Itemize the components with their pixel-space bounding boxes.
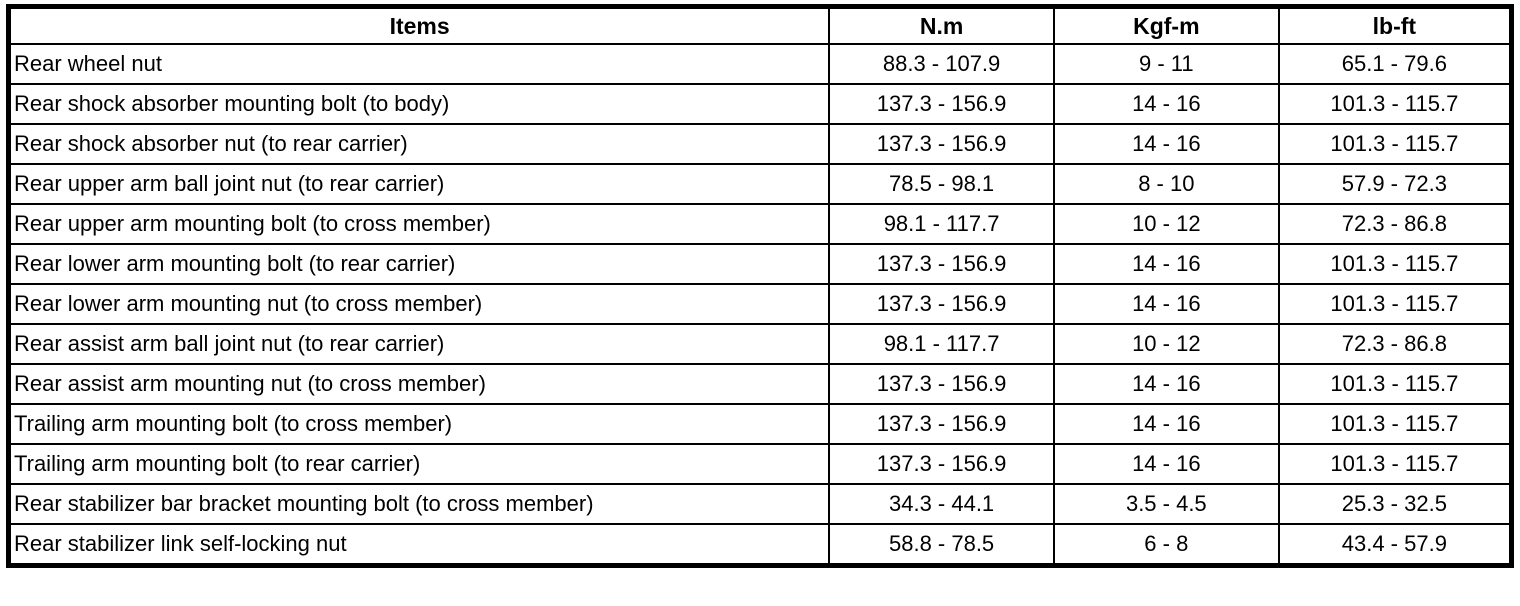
kgfm-cell: 10 - 12 (1054, 324, 1279, 364)
table-row (9, 444, 1512, 484)
kgfm-cell: 14 - 16 (1054, 124, 1279, 164)
table-row (9, 524, 1512, 566)
item-cell: Rear upper arm mounting bolt (to cross member) (9, 204, 830, 244)
torque-spec-table (6, 4, 1514, 568)
item-cell: Rear lower arm mounting bolt (to rear carrier) (9, 244, 830, 284)
kgfm-cell: 3.5 - 4.5 (1054, 484, 1279, 524)
item-cell: Rear lower arm mounting nut (to cross member) (9, 284, 830, 324)
table-row (9, 244, 1512, 284)
item-cell: Trailing arm mounting bolt (to rear carrier) (9, 444, 830, 484)
table-row (9, 404, 1512, 444)
table-row (9, 364, 1512, 404)
lbft-cell: 25.3 - 32.5 (1279, 484, 1512, 524)
item-cell: Rear wheel nut (9, 44, 830, 84)
lbft-cell: 101.3 - 115.7 (1279, 284, 1512, 324)
nm-cell: 137.3 - 156.9 (829, 244, 1054, 284)
lbft-cell: 101.3 - 115.7 (1279, 444, 1512, 484)
lbft-cell: 43.4 - 57.9 (1279, 524, 1512, 566)
item-cell: Trailing arm mounting bolt (to cross member) (9, 404, 830, 444)
table-row (9, 204, 1512, 244)
lbft-cell: 101.3 - 115.7 (1279, 84, 1512, 124)
nm-cell: 137.3 - 156.9 (829, 364, 1054, 404)
kgfm-cell: 8 - 10 (1054, 164, 1279, 204)
kgfm-cell: 14 - 16 (1054, 404, 1279, 444)
table-row (9, 484, 1512, 524)
nm-cell: 78.5 - 98.1 (829, 164, 1054, 204)
item-cell: Rear shock absorber mounting bolt (to body) (9, 84, 830, 124)
nm-cell: 88.3 - 107.9 (829, 44, 1054, 84)
nm-cell: 137.3 - 156.9 (829, 84, 1054, 124)
lbft-cell: 101.3 - 115.7 (1279, 124, 1512, 164)
nm-cell: 34.3 - 44.1 (829, 484, 1054, 524)
nm-cell: 137.3 - 156.9 (829, 444, 1054, 484)
table-body (9, 44, 1512, 566)
nm-cell: 137.3 - 156.9 (829, 124, 1054, 164)
item-cell: Rear stabilizer link self-locking nut (9, 524, 830, 566)
table-row (9, 324, 1512, 364)
item-cell: Rear shock absorber nut (to rear carrier) (9, 124, 830, 164)
table-row (9, 124, 1512, 164)
table-row (9, 44, 1512, 84)
nm-cell: 98.1 - 117.7 (829, 324, 1054, 364)
column-header-nm: N.m (829, 7, 1054, 45)
kgfm-cell: 9 - 11 (1054, 44, 1279, 84)
item-cell: Rear stabilizer bar bracket mounting bolt (to cross member) (9, 484, 830, 524)
item-cell: Rear assist arm mounting nut (to cross member) (9, 364, 830, 404)
kgfm-cell: 14 - 16 (1054, 284, 1279, 324)
kgfm-cell: 14 - 16 (1054, 84, 1279, 124)
kgfm-cell: 10 - 12 (1054, 204, 1279, 244)
kgfm-cell: 14 - 16 (1054, 244, 1279, 284)
table-row (9, 164, 1512, 204)
nm-cell: 58.8 - 78.5 (829, 524, 1054, 566)
lbft-cell: 65.1 - 79.6 (1279, 44, 1512, 84)
kgfm-cell: 14 - 16 (1054, 364, 1279, 404)
nm-cell: 98.1 - 117.7 (829, 204, 1054, 244)
kgfm-cell: 14 - 16 (1054, 444, 1279, 484)
item-cell: Rear upper arm ball joint nut (to rear carrier) (9, 164, 830, 204)
lbft-cell: 72.3 - 86.8 (1279, 204, 1512, 244)
item-cell: Rear assist arm ball joint nut (to rear carrier) (9, 324, 830, 364)
table-row (9, 284, 1512, 324)
nm-cell: 137.3 - 156.9 (829, 404, 1054, 444)
lbft-cell: 101.3 - 115.7 (1279, 364, 1512, 404)
lbft-cell: 72.3 - 86.8 (1279, 324, 1512, 364)
nm-cell: 137.3 - 156.9 (829, 284, 1054, 324)
column-header-kgfm: Kgf-m (1054, 7, 1279, 45)
lbft-cell: 101.3 - 115.7 (1279, 404, 1512, 444)
column-header-items: Items (9, 7, 830, 45)
lbft-cell: 101.3 - 115.7 (1279, 244, 1512, 284)
kgfm-cell: 6 - 8 (1054, 524, 1279, 566)
lbft-cell: 57.9 - 72.3 (1279, 164, 1512, 204)
table-row (9, 84, 1512, 124)
column-header-lbft: lb-ft (1279, 7, 1512, 45)
header-row (9, 7, 1512, 45)
